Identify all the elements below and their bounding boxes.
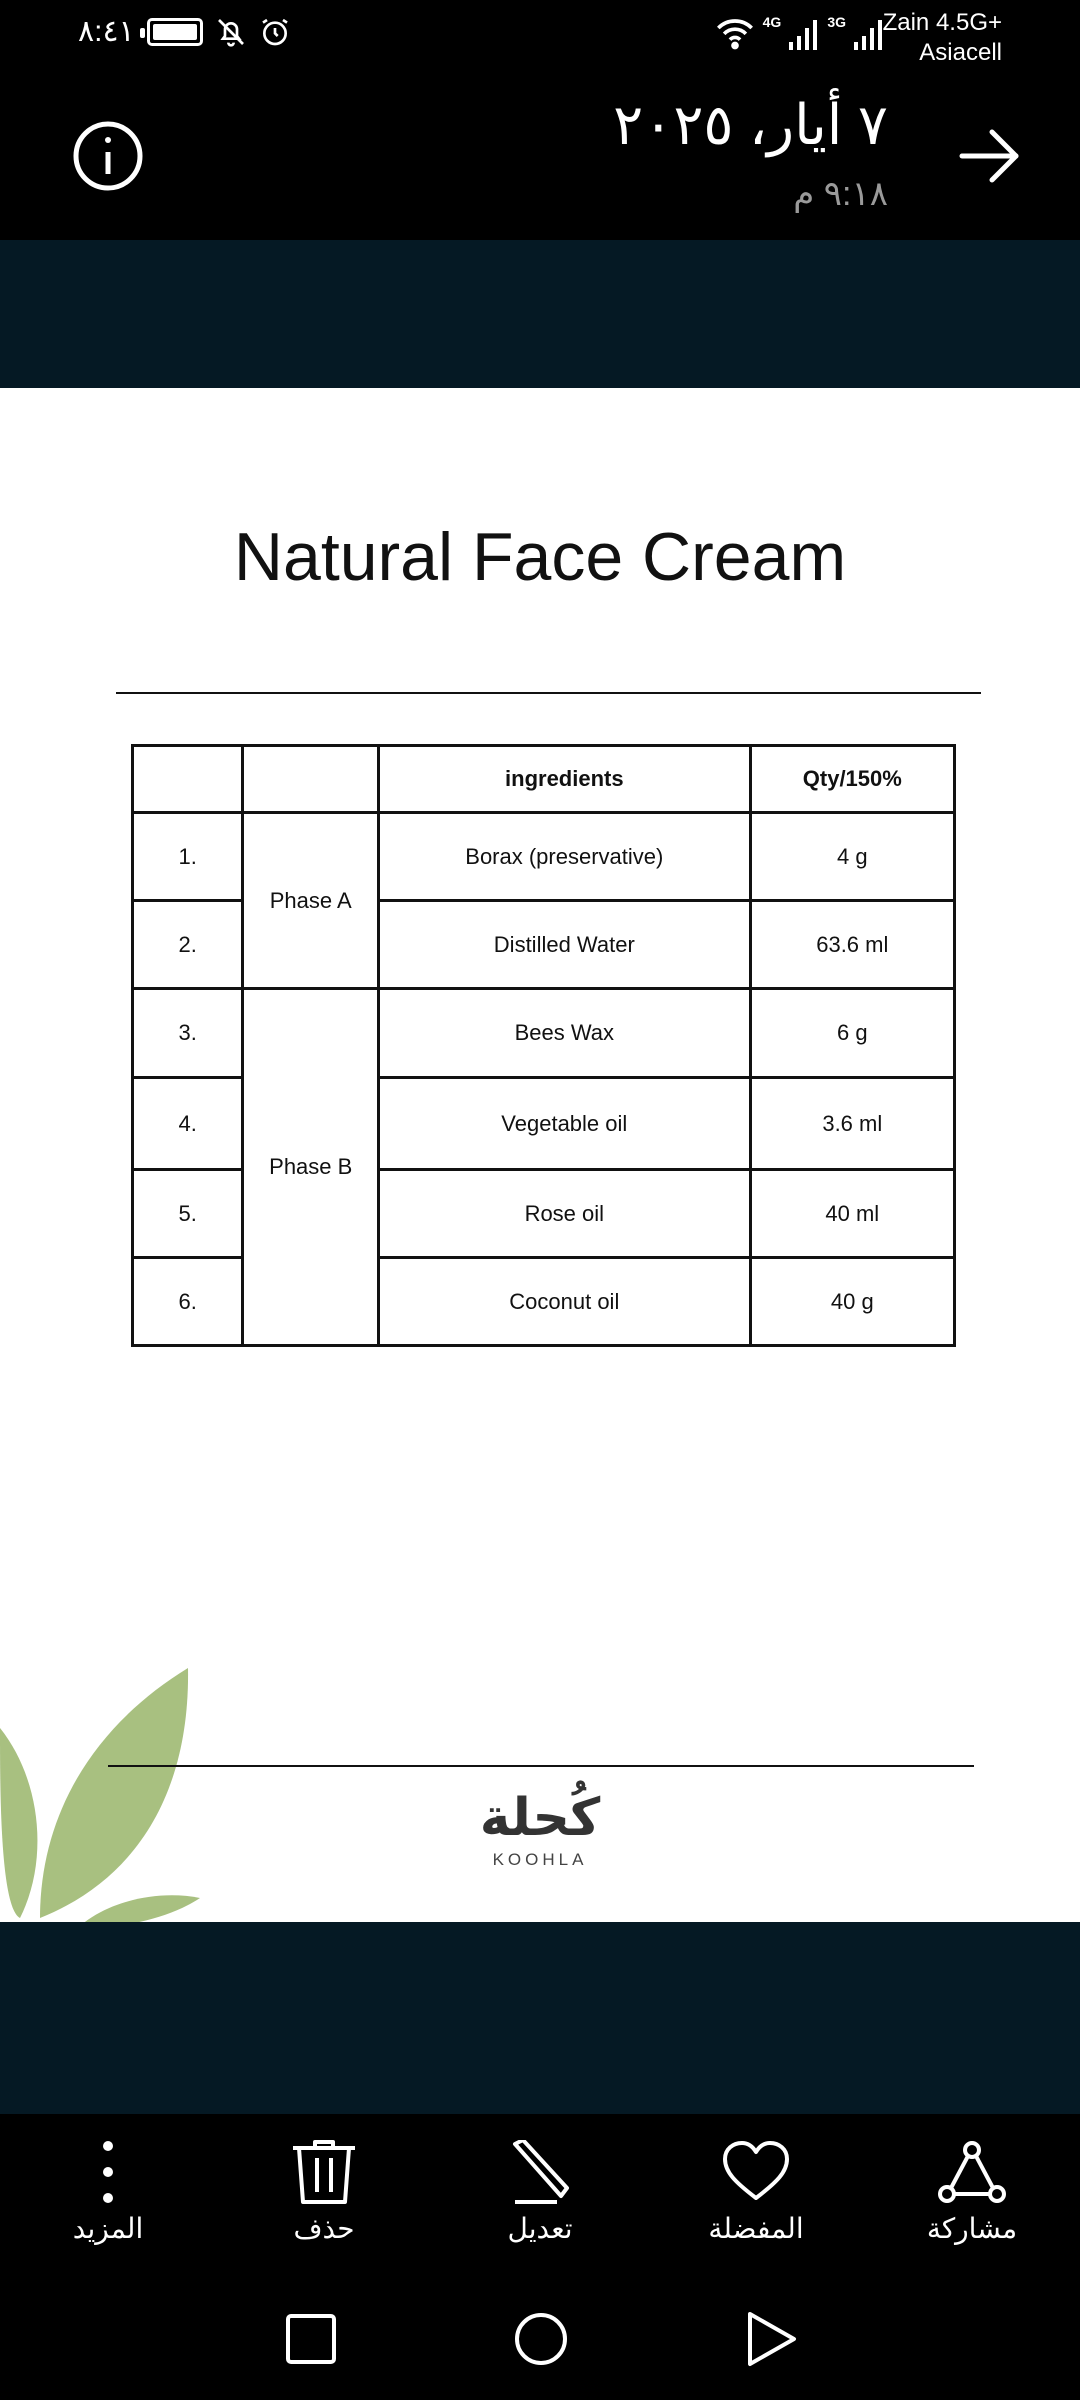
row-ingredient: Rose oil [379, 1170, 751, 1258]
edit-label: تعديل [507, 2213, 573, 2244]
share-icon [937, 2140, 1007, 2204]
share-label: مشاركة [926, 2213, 1018, 2244]
status-left [78, 14, 291, 49]
footer-divider [108, 1765, 974, 1767]
more-button[interactable] [18, 2140, 198, 2245]
brand-logo-arabic: كُحلة [479, 1789, 601, 1847]
alarm-icon [259, 16, 291, 48]
more-label: المزيد [72, 2213, 144, 2244]
recent-apps-icon[interactable] [276, 2304, 346, 2374]
phase-a-cell: Phase A [243, 813, 379, 989]
row-ingredient: Distilled Water [379, 901, 751, 989]
brand-logo-english: KOOHLA [492, 1850, 588, 1869]
signal-icon-1 [789, 18, 819, 50]
network-type-1: 4G [762, 14, 782, 30]
delete-button[interactable] [234, 2140, 414, 2245]
document-title: Natural Face Cream [233, 519, 847, 595]
share-button[interactable] [882, 2140, 1062, 2245]
table-header-row [133, 746, 955, 813]
row-number: 3. [133, 989, 243, 1078]
phase-b-cell: Phase B [243, 989, 379, 1346]
status-time: ٨:٤١ [78, 15, 135, 48]
action-bar [0, 2114, 1080, 2284]
system-nav-bar [0, 2284, 1080, 2400]
row-qty: 6 g [750, 989, 954, 1078]
carrier-2: Asiacell [919, 39, 1002, 66]
bell-off-icon [215, 16, 247, 48]
trash-icon [289, 2140, 359, 2204]
row-ingredient: Coconut oil [379, 1258, 751, 1346]
favorite-label: المفضلة [708, 2213, 804, 2244]
header-phase [243, 746, 379, 813]
row-qty: 4 g [750, 813, 954, 901]
favorite-button[interactable] [666, 2140, 846, 2245]
carrier-info [883, 8, 1002, 68]
photo-document[interactable] [0, 388, 1080, 1922]
edit-button[interactable] [450, 2140, 630, 2245]
row-number: 1. [133, 813, 243, 901]
carrier-1: Zain 4.5G+ [882, 9, 1002, 36]
image-border-bottom [0, 1922, 1080, 2114]
more-vertical-icon [73, 2140, 143, 2204]
status-bar [0, 0, 1080, 70]
back-arrow-icon[interactable] [954, 120, 1026, 192]
info-icon[interactable] [72, 120, 144, 192]
image-border-top [0, 240, 1080, 388]
battery-icon [147, 18, 203, 46]
header-qty: Qty/150% [750, 746, 954, 813]
signal-icon-2 [854, 18, 884, 50]
row-qty: 40 ml [750, 1170, 954, 1258]
row-qty: 3.6 ml [750, 1078, 954, 1170]
photo-date: ٧ أيار، ٢٠٢٥ [613, 93, 888, 156]
row-number: 6. [133, 1258, 243, 1346]
delete-label: حذف [293, 2213, 355, 2244]
row-number: 2. [133, 901, 243, 989]
table-row [133, 989, 955, 1078]
photo-time: ٩:١٨ م [793, 175, 888, 213]
title-divider [116, 692, 981, 694]
row-ingredient: Bees Wax [379, 989, 751, 1078]
wifi-icon [715, 16, 755, 50]
status-signal-group [715, 14, 884, 50]
row-qty: 63.6 ml [750, 901, 954, 989]
viewer-header [0, 70, 1080, 240]
network-type-2: 3G [827, 14, 846, 30]
row-number: 4. [133, 1078, 243, 1170]
header-number [133, 746, 243, 813]
row-ingredient: Vegetable oil [379, 1078, 751, 1170]
table-row [133, 813, 955, 901]
back-nav-icon[interactable] [736, 2304, 806, 2374]
pencil-icon [505, 2140, 575, 2204]
row-ingredient: Borax (preservative) [379, 813, 751, 901]
home-icon[interactable] [506, 2304, 576, 2374]
heart-icon [721, 2140, 791, 2204]
row-qty: 40 g [750, 1258, 954, 1346]
row-number: 5. [133, 1170, 243, 1258]
header-ingredients: ingredients [379, 746, 751, 813]
ingredients-table [131, 744, 956, 1347]
